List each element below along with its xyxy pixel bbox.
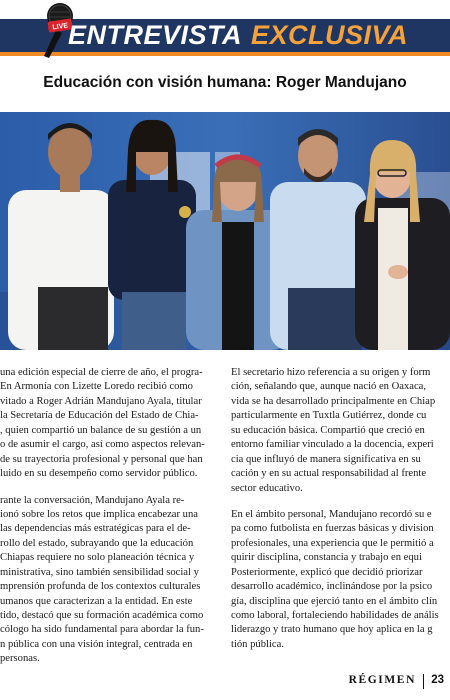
text-line: desarrollo académico, inclinándose por la psico: [231, 581, 433, 593]
text-line: o de asumir el cargo, así como aspectos relevan-: [0, 439, 205, 451]
text-line: Chiapas requiere no solo planeación técnica y: [0, 552, 195, 564]
text-line: rante la conversación, Mandujano Ayala re-: [0, 494, 185, 506]
article-column-left: [0, 366, 222, 679]
right-paragraph-2: [231, 508, 450, 652]
text-line: n pública con una visión integral, centrada en: [0, 638, 193, 650]
text-line: , quien compartió un balance de su gestión a un: [0, 424, 202, 436]
banner-title-exclusiva: EXCLUSIVA: [251, 20, 409, 50]
page-number: 23: [431, 674, 444, 686]
text-line: cación y en su actual responsabilidad al frente: [231, 468, 427, 480]
page-footer: [0, 672, 450, 692]
live-badge: LIVE: [52, 22, 69, 32]
text-line: ción, señalando que, aunque nació en Oaxaca,: [231, 381, 427, 393]
text-line: gía, disciplina que ejerció tanto en el ámbito clín: [231, 595, 438, 607]
text-line: su educación básica. Compartió que creció en: [231, 424, 425, 436]
group-photo-illustration: [0, 112, 450, 350]
left-paragraph-1: [0, 366, 222, 482]
text-line: una edición especial de cierre de año, el progra-: [0, 367, 203, 378]
text-line: cólogo ha sido fundamental para abordar la fun-: [0, 624, 204, 636]
text-line: entorno familiar vinculado a la docencia, experi: [231, 439, 434, 451]
footer-divider: [423, 674, 424, 689]
text-line: vitado a Roger Adrián Mandujano Ayala, titular: [0, 395, 202, 407]
text-line: ionó sobre los retos que implica encabezar una: [0, 508, 198, 520]
text-line: pa como futbolista en fuerzas básicas y division: [231, 523, 434, 535]
text-line: vida se ha desarrollado principalmente en Chiap: [231, 395, 436, 407]
text-line: de su trayectoria profesional y personal que han: [0, 453, 203, 465]
text-line: umanos que caracterizan a la entidad. En este: [0, 595, 193, 607]
banner-title: [68, 19, 408, 52]
right-paragraph-1: [231, 366, 450, 496]
text-line: sector educativo.: [231, 482, 303, 494]
text-line: como laboral, fortaleciendo habilidades de anális: [231, 610, 439, 621]
text-line: particularmente en Tuxtla Gutiérrez, donde cu: [231, 410, 427, 422]
article-headline: Educación con visión humana: Roger Mandujano: [43, 74, 407, 91]
text-line: ministrativa, sino también sensibilidad social y: [0, 566, 199, 578]
text-line: En el ámbito personal, Mandujano recordó su e: [231, 508, 432, 520]
section-banner: [0, 0, 450, 62]
article-column-right: [231, 366, 450, 664]
text-line: la Secretaría de Educación del Estado de Chia-: [0, 410, 199, 422]
text-line: personas.: [0, 653, 40, 665]
text-line: cia que influyó de manera significativa en su: [231, 453, 421, 465]
magazine-brand: RÉGIMEN: [348, 674, 416, 686]
text-line: quirir disciplina, constancia y trabajo en equi: [231, 552, 422, 564]
text-line: En Armonía con Lizette Loredo recibió como: [0, 381, 193, 393]
text-line: liderazgo y trato humano que hoy aplica en la g: [231, 624, 433, 636]
text-line: Posteriormente, explicó que decidió priorizar: [231, 566, 423, 578]
group-photo: [0, 112, 450, 350]
text-line: rollo del estado, subrayando que la educación: [0, 537, 194, 549]
text-line: El secretario hizo referencia a su origen y form: [231, 367, 431, 378]
text-line: luido en su desempeño como servidor público.: [0, 468, 198, 480]
text-line: mprensión profunda de los contextos culturales: [0, 581, 201, 593]
text-line: las dependencias más estratégicas para el de-: [0, 523, 191, 535]
text-line: tión pública.: [231, 638, 284, 650]
text-line: profesionales, una experiencia que le permitió a: [231, 537, 434, 549]
banner-title-entrevista: ENTREVISTA: [68, 20, 243, 50]
text-line: tido, destacó que su formación académica como: [0, 610, 204, 621]
left-paragraph-2: [0, 494, 222, 667]
